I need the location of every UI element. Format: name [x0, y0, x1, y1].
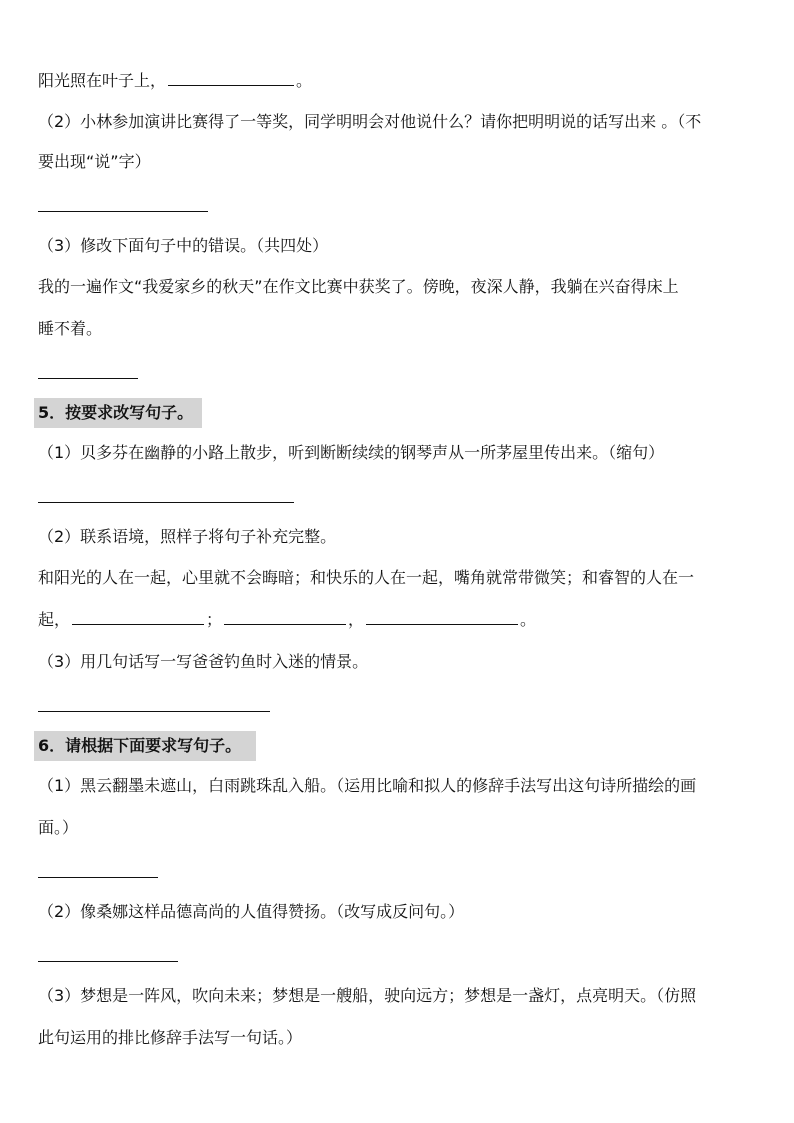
- question-2-line2: 要出现“说”字）: [38, 152, 151, 171]
- s5-question-2-example: 和阳光的人在一起，心里就不会晦暗；和快乐的人在一起，嘴角就常带微笑；和睿智的人在一: [38, 568, 695, 587]
- s6-question-3-line2: 此句运用的排比修辞手法写一句话。）: [38, 1028, 303, 1047]
- answer-line-s5-q3[interactable]: [38, 711, 270, 712]
- fill-prefix: 起，: [38, 610, 71, 629]
- section-5-title: 5．按要求改写句子。: [34, 398, 202, 428]
- answer-blank-3[interactable]: [366, 610, 518, 625]
- answer-line-q3[interactable]: [38, 378, 138, 379]
- period: 。: [520, 610, 537, 629]
- comma: ，: [348, 610, 365, 629]
- s6-question-3-line1: （3）梦想是一阵风，吹向未来；梦想是一艘船，驶向远方；梦想是一盏灯，点亮明天。（仿照: [38, 986, 697, 1005]
- answer-line-s6-q1[interactable]: [38, 877, 158, 878]
- question-2-line1: （2）小林参加演讲比赛得了一等奖，同学明明会对他说什么？请你把明明说的话写出来 。（不: [38, 112, 702, 131]
- period: 。: [296, 71, 313, 90]
- answer-blank-2[interactable]: [224, 610, 346, 625]
- question-3-sentence: 我的一遍作文“我爱家乡的秋天”在作文比赛中获奖了。傍晚，夜深人静，我躺在兴奋得床上: [38, 277, 679, 296]
- question-3-sentence-end: 睡不着。: [38, 319, 103, 338]
- s5-question-3: （3）用几句话写一写爸爸钓鱼时入迷的情景。: [38, 652, 369, 671]
- question-3-line1: （3）修改下面句子中的错误。（共四处）: [38, 236, 329, 255]
- section-6-title: 6．请根据下面要求写句子。: [34, 731, 256, 761]
- answer-line-s6-q2[interactable]: [38, 961, 178, 962]
- answer-blank[interactable]: [168, 71, 294, 86]
- semicolon: ；: [206, 610, 223, 629]
- answer-line-q2[interactable]: [38, 211, 208, 212]
- s6-question-1-line1: （1）黑云翻墨未遮山，白雨跳珠乱入船。（运用比喻和拟人的修辞手法写出这句诗所描绘的画: [38, 776, 697, 795]
- s5-question-2-fill: [38, 609, 536, 631]
- sentence-text: 阳光照在叶子上，: [38, 71, 167, 90]
- s5-question-1: （1）贝多芬在幽静的小路上散步，听到断断续续的钢琴声从一所茅屋里传出来。（缩句）: [38, 443, 665, 462]
- s6-question-2: （2）像桑娜这样品德高尚的人值得赞扬。（改写成反问句。）: [38, 902, 465, 921]
- s6-question-1-line2: 面。）: [38, 818, 79, 837]
- answer-line-s5-q1[interactable]: [38, 502, 294, 503]
- fill-sentence: [38, 70, 312, 92]
- answer-blank-1[interactable]: [72, 610, 204, 625]
- s5-question-2: （2）联系语境，照样子将句子补充完整。: [38, 527, 337, 546]
